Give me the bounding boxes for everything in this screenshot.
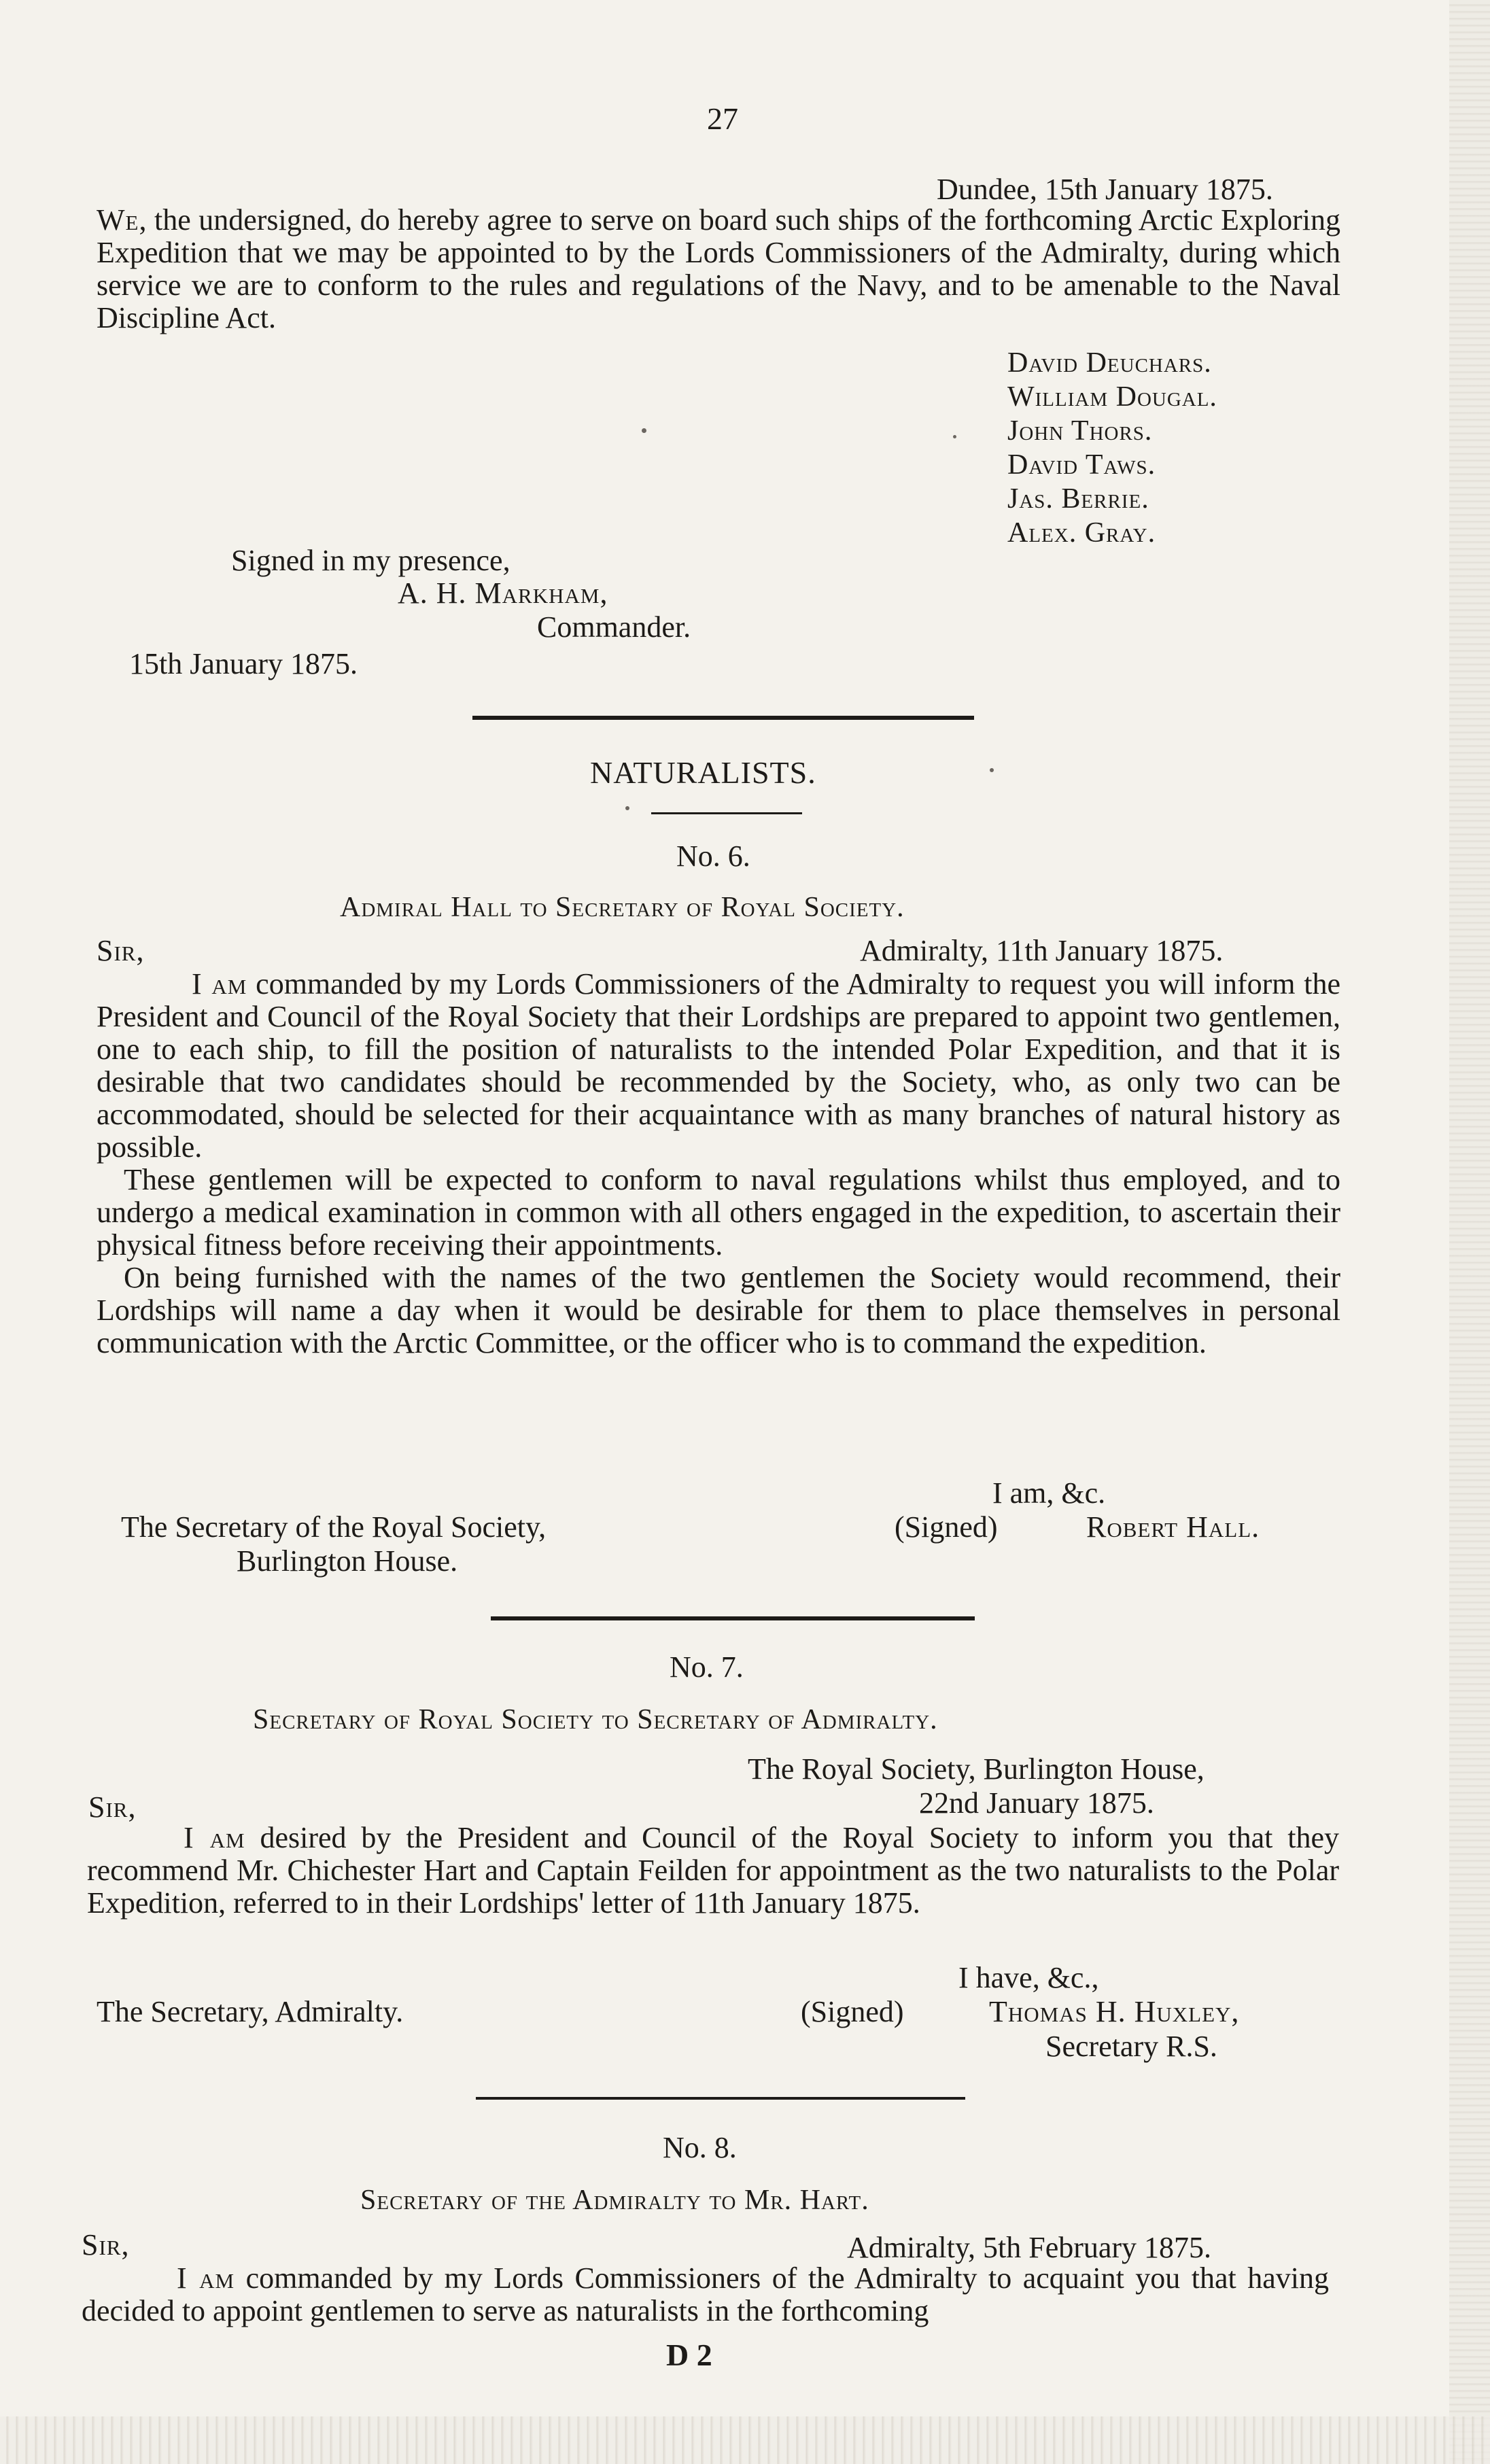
signed-label: (Signed)	[801, 1995, 904, 2028]
witness-name: A. H. Markham,	[398, 576, 608, 610]
signatory-name: William Dougal.	[1007, 381, 1217, 413]
letter-number: No. 8.	[663, 2131, 737, 2164]
dundee-agreement-text	[97, 204, 1340, 334]
section-divider	[476, 2097, 965, 2100]
letter-dateline: Admiralty, 11th January 1875.	[860, 934, 1224, 967]
letter7-paragraph-1: desired by the President and Council of the Royal Society to inform you that they recommend Mr. Chichester Hart and Captain Feilden for appointment as the two naturalists to the Polar Expedition, referred to in their Lordships' letter of 11th January 1875.	[87, 1821, 1339, 1920]
signed-label: (Signed)	[895, 1510, 998, 1544]
scan-bottom-noise	[0, 2416, 1490, 2464]
letter-number: No. 6.	[676, 839, 750, 873]
letter8-paragraph-1: commanded by my Lords Commissioners of the Admiralty to acquaint you that having decided to appoint gentlemen to serve as naturalists in the forthcoming	[82, 2261, 1329, 2327]
signatory-name: David Taws.	[1007, 449, 1156, 481]
letter6-paragraph-1: commanded by my Lords Commissioners of the Admiralty to request you will inform the President and Council of the Royal Society that their Lordships are prepared to appoint two gentlemen, one to each ship, to fill the position of naturalists to the intended Polar Expedition, and that it is desirable that two candidates should be recommended by the Society, who, as only two can be accommodated, should be selected for their acquaintance with as many branches of natural history as possible.	[97, 967, 1340, 1164]
footer-signature-mark: D 2	[666, 2338, 712, 2372]
letter-closing: I am, &c.	[992, 1476, 1106, 1510]
signatory-name: John Thors.	[1007, 415, 1153, 447]
letter-addressee: The Secretary of the Royal Society,	[121, 1510, 547, 1544]
dundee-body-initial: We	[97, 203, 139, 237]
letter-signer: Thomas H. Huxley,	[989, 1995, 1240, 2028]
dundee-body-text: , the undersigned, do hereby agree to serve on board such ships of the forthcoming Arctic Exploring Expedition that we may be appointed to by the Lords Commissioners of the Admiralty, during which service we are to conform to the rules and regulations of the Navy, and to be amenable to the Naval Discipline Act.	[97, 203, 1340, 334]
scan-speck	[990, 768, 994, 772]
letter6-paragraph-2: These gentlemen will be expected to conform to naval regulations whilst thus employed, and to undergo a medical examination in common with all others engaged in the expedition, to ascertain their physical fitness before receiving their appointments.	[97, 1163, 1340, 1262]
letter-salutation: Sir,	[88, 1790, 137, 1824]
letter6-p1-initial: I am	[192, 967, 247, 1001]
page-number: 27	[707, 101, 738, 136]
signatory-name: David Deuchars.	[1007, 347, 1212, 379]
letter-dateline: Admiralty, 5th February 1875.	[847, 2231, 1212, 2264]
section-divider	[491, 1616, 975, 1620]
witness-rank: Commander.	[537, 610, 691, 644]
letter-closing: I have, &c.,	[958, 1961, 1099, 1994]
witness-line: Signed in my presence,	[231, 544, 510, 577]
scan-speck	[953, 435, 956, 438]
letter-addressee: The Secretary, Admiralty.	[97, 1995, 404, 2028]
letter-signer: Robert Hall.	[1086, 1510, 1260, 1544]
letter8-body	[82, 2262, 1329, 2327]
scan-speck	[625, 806, 629, 810]
letter-heading: Secretary of Royal Society to Secretary of Admiralty.	[253, 1704, 938, 1735]
dundee-date: 15th January 1875.	[129, 647, 358, 680]
letter6-paragraph-3: On being furnished with the names of the two gentlemen the Society would recommend, their Lordships will name a day when it would be desirable for them to place themselves in personal communication with the Arctic Committee, or the officer who is to command the expedition.	[97, 1261, 1340, 1359]
letter-number: No. 7.	[670, 1650, 744, 1684]
signatory-name: Jas. Berrie.	[1007, 483, 1149, 515]
signatory-name: Alex. Gray.	[1007, 517, 1156, 549]
letter-salutation: Sir,	[97, 934, 145, 967]
letter-heading: Secretary of the Admiralty to Mr. Hart.	[360, 2185, 869, 2216]
letter-signer-title: Secretary R.S.	[1045, 2030, 1217, 2063]
letter-date: 22nd January 1875.	[919, 1786, 1154, 1820]
letter-salutation: Sir,	[82, 2228, 130, 2261]
letter7-body	[87, 1822, 1339, 1920]
heading-underline	[651, 812, 802, 814]
scan-speck	[642, 428, 646, 433]
letter7-p1-initial: I am	[184, 1821, 245, 1854]
scan-edge-noise	[1449, 0, 1490, 2464]
letter-address: The Royal Society, Burlington House,	[748, 1752, 1205, 1786]
letter-addressee-address: Burlington House.	[237, 1544, 458, 1578]
letter8-p1-initial: I am	[177, 2261, 235, 2295]
section-divider	[472, 716, 974, 720]
section-heading: NATURALISTS.	[590, 755, 816, 790]
dundee-dateline: Dundee, 15th January 1875.	[937, 173, 1273, 206]
letter6-body	[97, 968, 1340, 1359]
letter-heading: Admiral Hall to Secretary of Royal Society.	[340, 892, 905, 923]
